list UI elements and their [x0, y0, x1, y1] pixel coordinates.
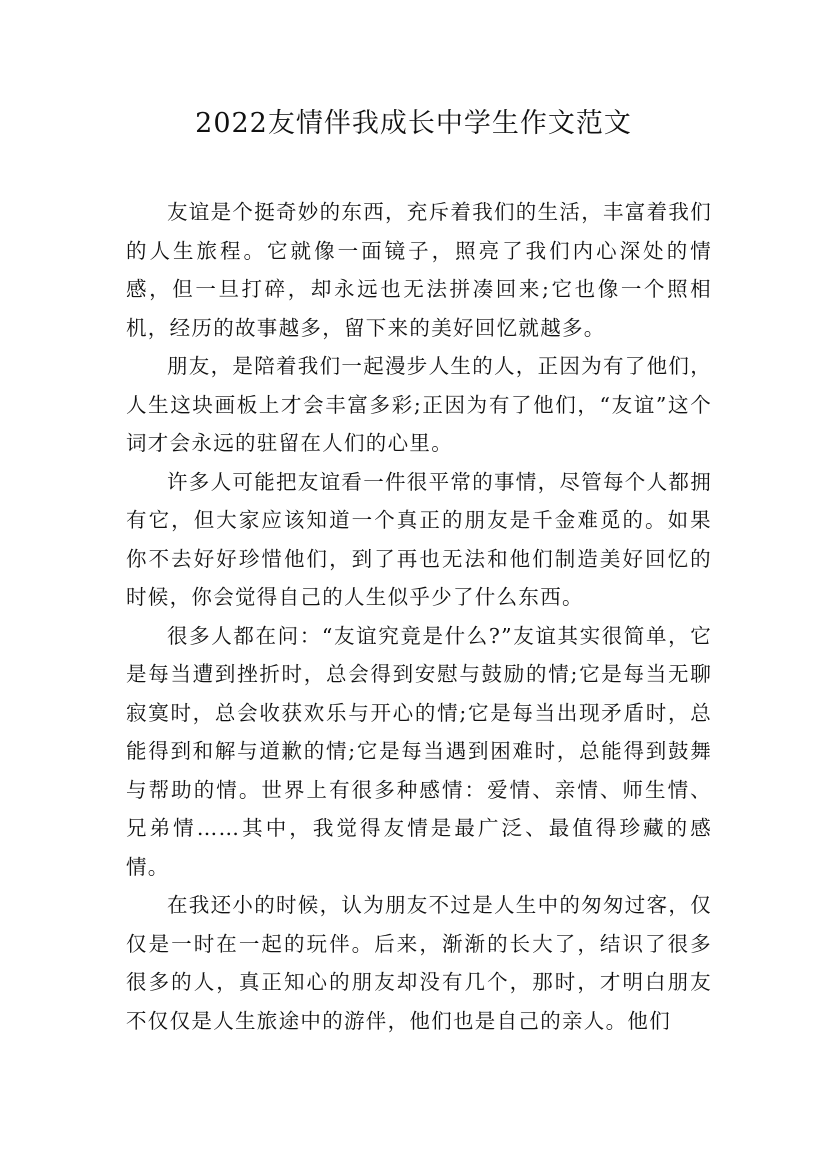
document-body	[126, 193, 712, 1040]
paragraph: 很多人都在问：“友谊究竟是什么?”友谊其实很简单，它是每当遭到挫折时，总会得到安慰与鼓励的情;它是每当无聊寂寞时，总会收获欢乐与开心的情;它是每当出现矛盾时，总能得到和解与道歉的情;它是每当遇到困难时，总能得到鼓舞与帮助的情。世界上有很多种感情：爱情、亲情、师生情、兄弟情……其中，我觉得友情是最广泛、最值得珍藏的感情。	[126, 623, 712, 879]
paragraph: 许多人可能把友谊看一件很平常的事情，尽管每个人都拥有它，但大家应该知道一个真正的朋友是千金难觅的。如果你不去好好珍惜他们，到了再也无法和他们制造美好回忆的时候，你会觉得自己的人生似乎少了什么东西。	[126, 469, 712, 609]
document-title: 2022友情伴我成长中学生作文范文	[195, 108, 632, 139]
paragraph: 在我还小的时候，认为朋友不过是人生中的匆匆过客，仅仅是一时在一起的玩伴。后来，渐渐的长大了，结识了很多很多的人，真正知心的朋友却没有几个，那时，才明白朋友不仅仅是人生旅途中的游伴，他们也是自己的亲人。他们	[126, 893, 712, 1033]
paragraph: 朋友，是陪着我们一起漫步人生的人，正因为有了他们，人生这块画板上才会丰富多彩;正因为有了他们，“友谊”这个词才会永远的驻留在人们的心里。	[126, 354, 712, 455]
paragraph: 友谊是个挺奇妙的东西，充斥着我们的生活，丰富着我们的人生旅程。它就像一面镜子，照亮了我们内心深处的情感，但一旦打碎，却永远也无法拼凑回来;它也像一个照相机，经历的故事越多，留下来的美好回忆就越多。	[126, 200, 712, 340]
